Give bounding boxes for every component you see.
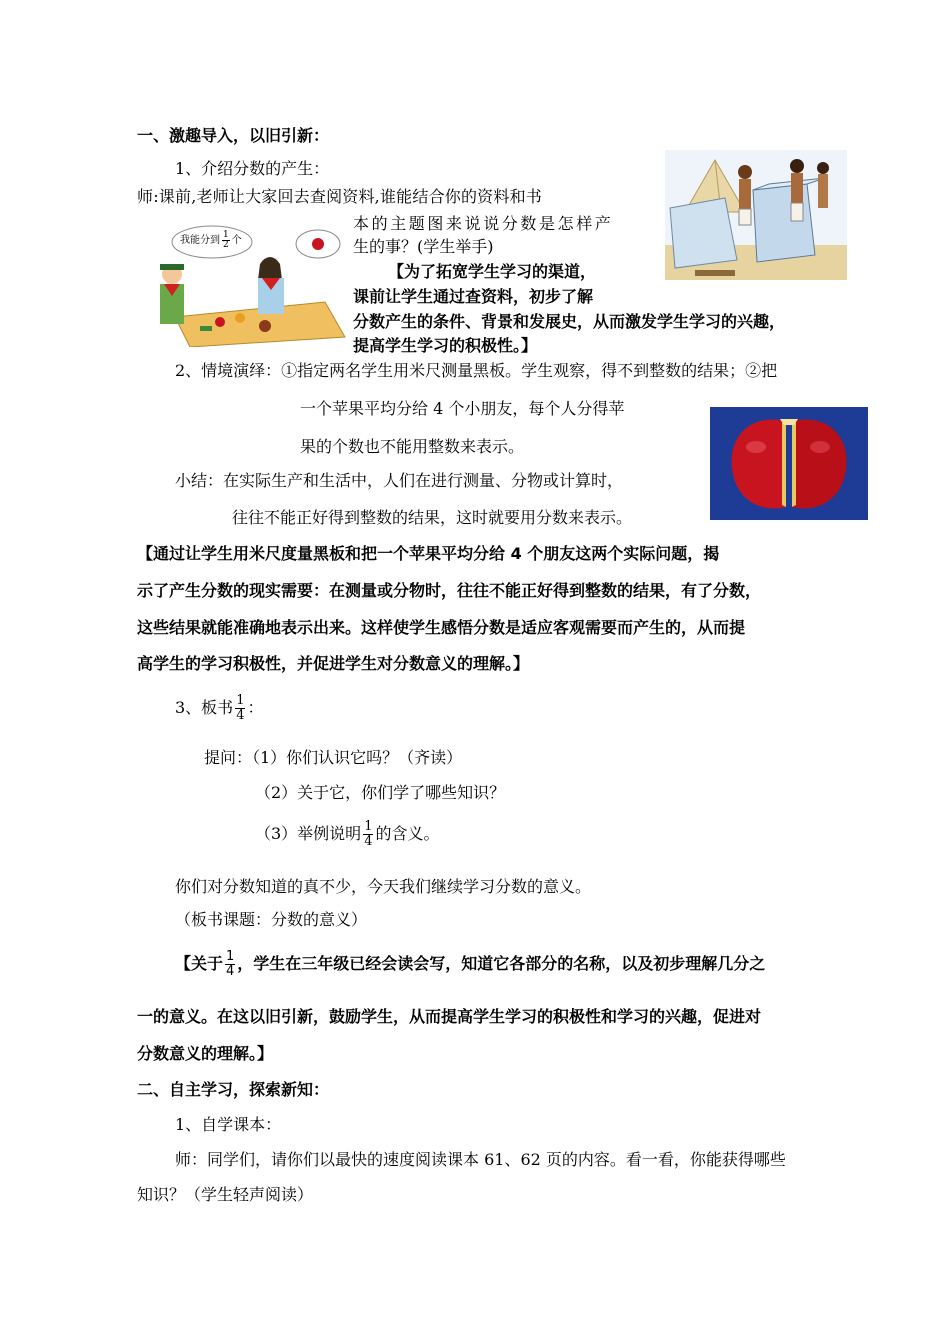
section2-line2: 知识？（学生轻声阅读） xyxy=(137,1185,314,1204)
item2-summary-line2: 往往不能正好得到整数的结果，这时就要用分数来表示。 xyxy=(232,508,633,527)
item3-fraction-den: 4 xyxy=(236,708,245,723)
note3-line2: 一的意义。在这以旧引新，鼓励学生，从而提高学生学习的积极性和学习的兴趣，促进对 xyxy=(137,1007,762,1026)
note2-line1: 【通过让学生用米尺度量黑板和把一个苹果平均分给 4 个朋友这两个实际问题，揭 xyxy=(137,544,720,563)
note3-prefix: 【关于 xyxy=(175,954,224,973)
note2-line3: 这些结果就能准确地表示出来。这样使学生感悟分数是适应客观需要而产生的，从而提 xyxy=(137,618,746,637)
item3-question1: 提问：（1）你们认识它吗？（齐读） xyxy=(204,748,463,767)
item1-note-line3: 分数产生的条件、背景和发展史，从而激发学生学习的兴趣， xyxy=(353,312,786,331)
item3-line-b: （板书课题：分数的意义） xyxy=(175,910,368,929)
section2-heading: 二、自主学习，探索新知： xyxy=(137,1080,330,1099)
item3-q3-prefix: （3）举例说明 xyxy=(255,824,362,843)
item1-note-line2: 课前让学生通过查资料，初步了解 xyxy=(353,287,594,306)
item1-line1: 师:课前,老师让大家回去查阅资料,谁能结合你的资料和书 xyxy=(137,187,542,206)
item3-title-prefix: 3、板书 xyxy=(175,698,234,717)
section1-heading: 一、激趣导入，以旧引新： xyxy=(137,126,330,145)
item1-note-line1: 【为了拓宽学生学习的渠道， xyxy=(388,262,597,281)
section2-line1: 师：同学们，请你们以最快的速度阅读课本 61、62 页的内容。看一看，你能获得哪些 xyxy=(175,1150,786,1169)
item3-q3-fraction-den: 4 xyxy=(364,834,373,849)
item3-question3 xyxy=(255,818,439,850)
item3-line-a: 你们对分数知道的真不少，今天我们继续学习分数的意义。 xyxy=(175,877,592,896)
item2-summary-line1: 小结：在实际生产和生活中，人们在进行测量、分物或计算时， xyxy=(175,471,624,490)
item2-line1: 2、情境演绎：①指定两名学生用米尺测量黑板。学生观察，得不到整数的结果；②把 xyxy=(175,361,778,380)
item3-q3-fraction-num: 1 xyxy=(364,819,373,834)
note2-line2: 示了产生分数的现实需要：在测量或分物时，往往不能正好得到整数的结果，有了分数， xyxy=(137,581,762,600)
item3-title-suffix: ： xyxy=(247,698,264,717)
item1-title: 1、介绍分数的产生： xyxy=(175,159,330,178)
item1-note-line4: 提高学生学习的积极性。】 xyxy=(353,336,538,355)
item3-title xyxy=(175,692,263,724)
kids-speech-fraction xyxy=(222,231,230,250)
note3-line3: 分数意义的理解。】 xyxy=(137,1044,274,1063)
item3-question2: （2）关于它，你们学了哪些知识？ xyxy=(255,783,506,802)
item1-line3: 生的事？(学生举手) xyxy=(353,237,494,256)
note3-suffix: ，学生在三年级已经会读会写，知道它各部分的名称，以及初步理解几分之 xyxy=(237,954,766,973)
note3-fraction-den: 4 xyxy=(226,964,235,979)
apple-quartered-illustration xyxy=(710,407,868,520)
note3-line1 xyxy=(175,948,765,980)
item3-fraction-num: 1 xyxy=(236,693,245,708)
item2-line3: 果的个数也不能用整数来表示。 xyxy=(300,437,525,456)
item3-fraction xyxy=(235,694,245,723)
item3-q3-fraction xyxy=(363,820,373,849)
item1-line2: 本的主题图来说说分数是怎样产 xyxy=(353,214,614,233)
kids-speech-text: 我能分到 xyxy=(180,235,220,246)
note2-line4: 高学生的学习积极性，并促进学生对分数意义的理解。】 xyxy=(137,654,530,673)
item2-line2: 一个苹果平均分给 4 个小朋友，每个人分得苹 xyxy=(300,399,625,418)
kids-speech-fraction-num: 1 xyxy=(223,230,229,240)
egypt-measuring-illustration xyxy=(665,150,847,280)
kids-sharing-illustration xyxy=(150,222,350,347)
kids-speech-bubble xyxy=(180,231,242,250)
note3-fraction xyxy=(225,950,235,979)
item3-q3-suffix: 的含义。 xyxy=(375,824,440,843)
section2-item1-title: 1、自学课本： xyxy=(175,1115,282,1134)
note3-fraction-num: 1 xyxy=(226,949,235,964)
kids-speech-fraction-den: 2 xyxy=(223,240,229,250)
kids-speech-end: 个 xyxy=(231,235,242,246)
